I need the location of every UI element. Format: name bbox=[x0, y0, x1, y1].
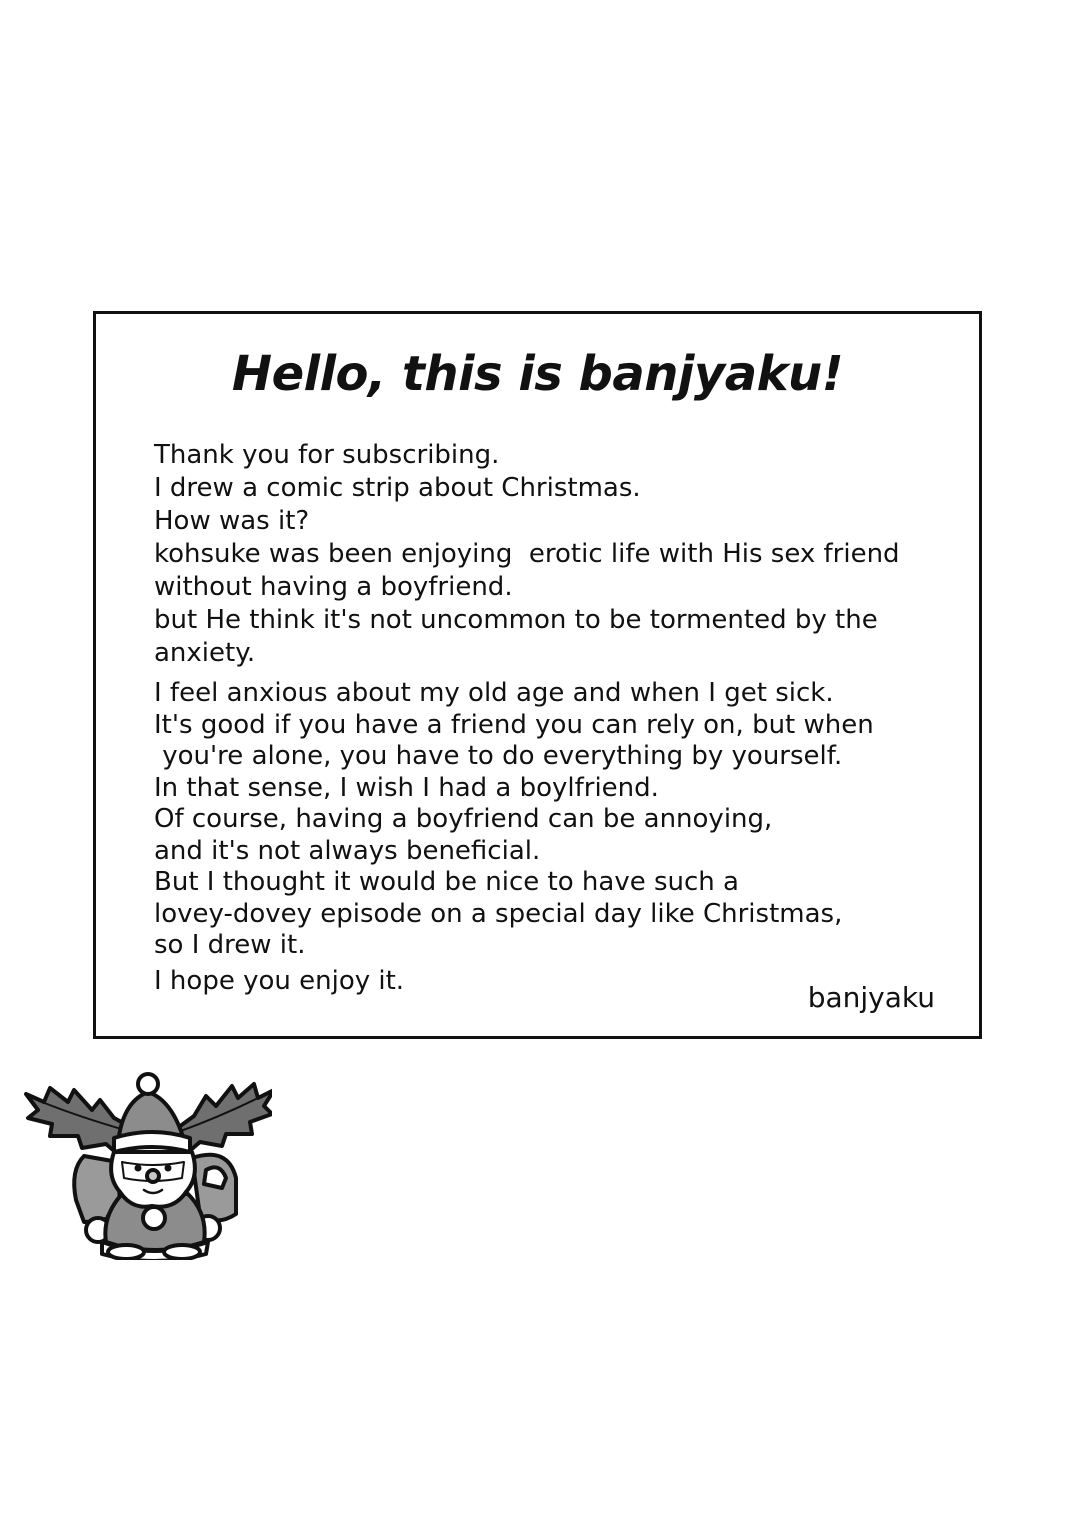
text-line: It's good if you have a friend you can rely on, but when bbox=[154, 709, 874, 740]
text-line: lovey-dovey episode on a special day like Christmas, bbox=[154, 898, 843, 929]
text-line: without having a boyfriend. bbox=[154, 572, 513, 602]
text-line: but He think it's not uncommon to be tormented by the bbox=[154, 605, 878, 635]
note-title: Hello, this is banjyaku! bbox=[231, 346, 844, 402]
text-line: But I thought it would be nice to have such a bbox=[154, 867, 739, 897]
text-line: you're alone, you have to do everything by yourself. bbox=[154, 741, 843, 771]
santa-claus-with-holly-icon bbox=[22, 1066, 272, 1260]
text-line: How was it? bbox=[154, 506, 310, 536]
text-line: I hope you enjoy it. bbox=[154, 966, 405, 996]
text-line: and it's not always beneficial. bbox=[154, 835, 541, 866]
paragraph-closing bbox=[154, 965, 404, 998]
text-line: I feel anxious about my old age and when I get sick. bbox=[154, 678, 834, 708]
text-line: I drew a comic strip about Christmas. bbox=[154, 473, 641, 503]
paragraph-anxiety bbox=[154, 678, 874, 962]
text-line: kohsuke was been enjoying erotic life with His sex friend bbox=[154, 539, 900, 569]
author-signature: banjyaku bbox=[807, 981, 935, 1014]
text-line: Of course, having a boyfriend can be annoying, bbox=[154, 804, 773, 834]
text-line: so I drew it. bbox=[154, 930, 306, 960]
text-line: Thank you for subscribing. bbox=[154, 440, 500, 470]
text-line: In that sense, I wish I had a boylfriend. bbox=[154, 772, 659, 803]
text-line: anxiety. bbox=[154, 638, 256, 668]
paragraph-subscription bbox=[154, 439, 900, 670]
message-box bbox=[93, 311, 982, 1039]
bell bbox=[204, 1167, 226, 1188]
